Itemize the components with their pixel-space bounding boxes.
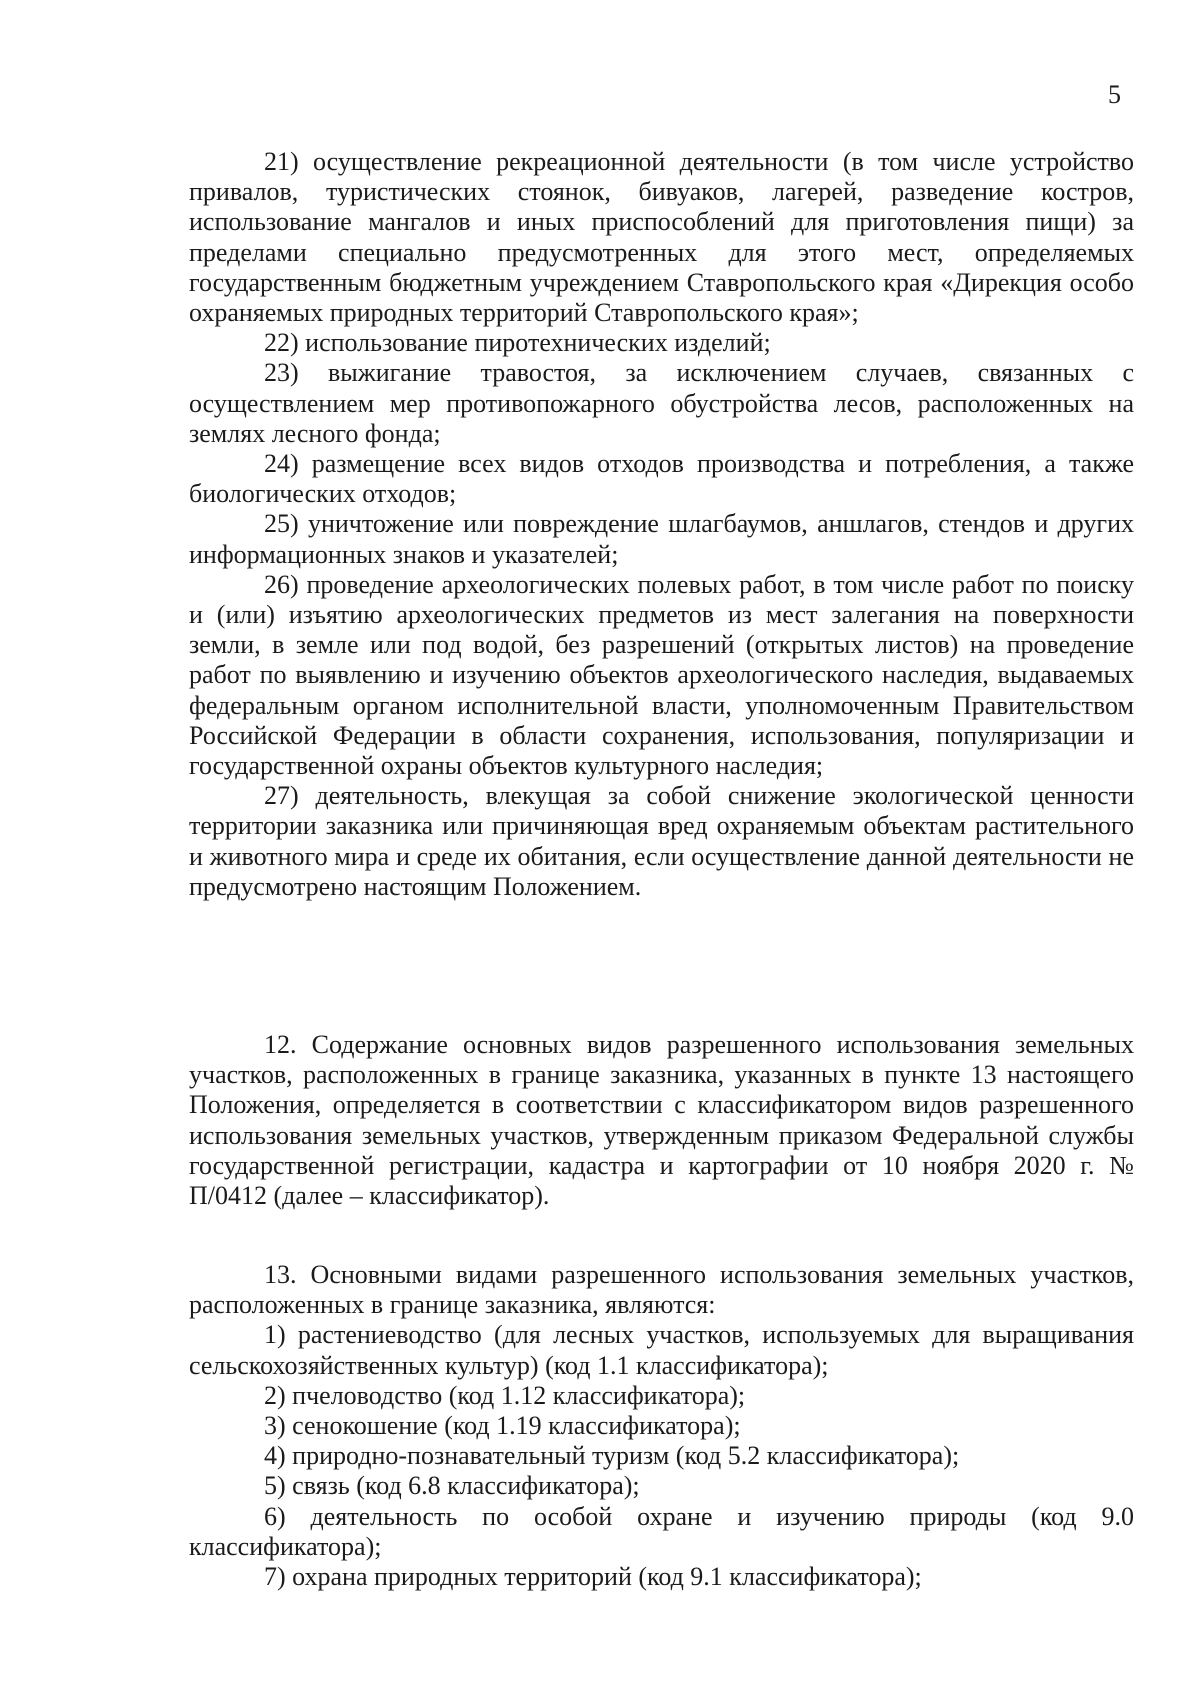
section-12 (189, 1030, 1134, 1211)
list-item: 7) охрана природных территорий (код 9.1 классификатора); (264, 1562, 922, 1592)
section-12-paragraph: 12. Содержание основных видов разрешенного использования земельных участков, расположенных в границе заказника, указанных в пункте 13 настоящего Положения, определяется в соответствии с классификатором видов разрешенного использования земельных участков, утвержденным приказом Федеральной службы государственной регистрации, кадастра и картографии от 10 ноября 2020 г. № П/0412 (далее – классификатор). (189, 1030, 1134, 1211)
prohibited-activities-list (189, 147, 1134, 902)
list-item: 21) осуществление рекреационной деятельности (в том числе устройство привалов, туристических стоянок, бивуаков, лагерей, разведение костров, использование мангалов и иных приспособлений для приготовления пищи) за пределами специально предусмотренных для этого мест, определяемых государственным бюджетным учреждением Ставропольского края «Дирекция особо охраняемых природных территорий Ставропольского края»; (189, 147, 1134, 328)
list-item: 25) уничтожение или повреждение шлагбаумов, аншлагов, стендов и других информационных знаков и указателей; (189, 509, 1134, 569)
section-13 (189, 1260, 1134, 1592)
list-item: 27) деятельность, влекущая за собой снижение экологической ценности территории заказника или причиняющая вред охраняемым объектам растительного и животного мира и среде их обитания, если осуществление данной деятельности не предусмотрено настоящим Положением. (189, 781, 1134, 901)
list-item: 24) размещение всех видов отходов производства и потребления, а также биологических отходов; (189, 449, 1134, 509)
list-item: 1) растениеводство (для лесных участков, используемых для выращивания сельскохозяйственных культур) (код 1.1 классификатора); (189, 1320, 1134, 1380)
list-item: 3) сенокошение (код 1.19 классификатора); (264, 1411, 741, 1441)
section-13-intro: 13. Основными видами разрешенного использования земельных участков, расположенных в границе заказника, являются: (189, 1260, 1134, 1320)
list-item: 26) проведение археологических полевых работ, в том числе работ по поиску и (или) изъятию археологических предметов из мест залегания на поверхности земли, в земле или под водой, без разрешений (открытых листов) на проведение работ по выявлению и изучению объектов археологического наследия, выдаваемых федеральным органом исполнительной власти, уполномоченным Правительством Российской Федерации в области сохранения, использования, популяризации и государственной охраны объектов культурного наследия; (189, 569, 1134, 781)
list-item: 23) выжигание травостоя, за исключением случаев, связанных с осуществлением мер противопожарного обустройства лесов, расположенных на землях лесного фонда; (189, 358, 1134, 448)
page-number: 5 (1108, 80, 1121, 109)
list-item: 2) пчеловодство (код 1.12 классификатора); (264, 1380, 746, 1410)
list-item: 4) природно-познавательный туризм (код 5.2 классификатора); (264, 1441, 960, 1471)
list-item: 22) использование пиротехнических изделий; (264, 328, 771, 358)
list-item: 5) связь (код 6.8 классификатора); (264, 1471, 640, 1501)
list-item: 6) деятельность по особой охране и изучению природы (код 9.0 классификатора); (189, 1501, 1134, 1561)
